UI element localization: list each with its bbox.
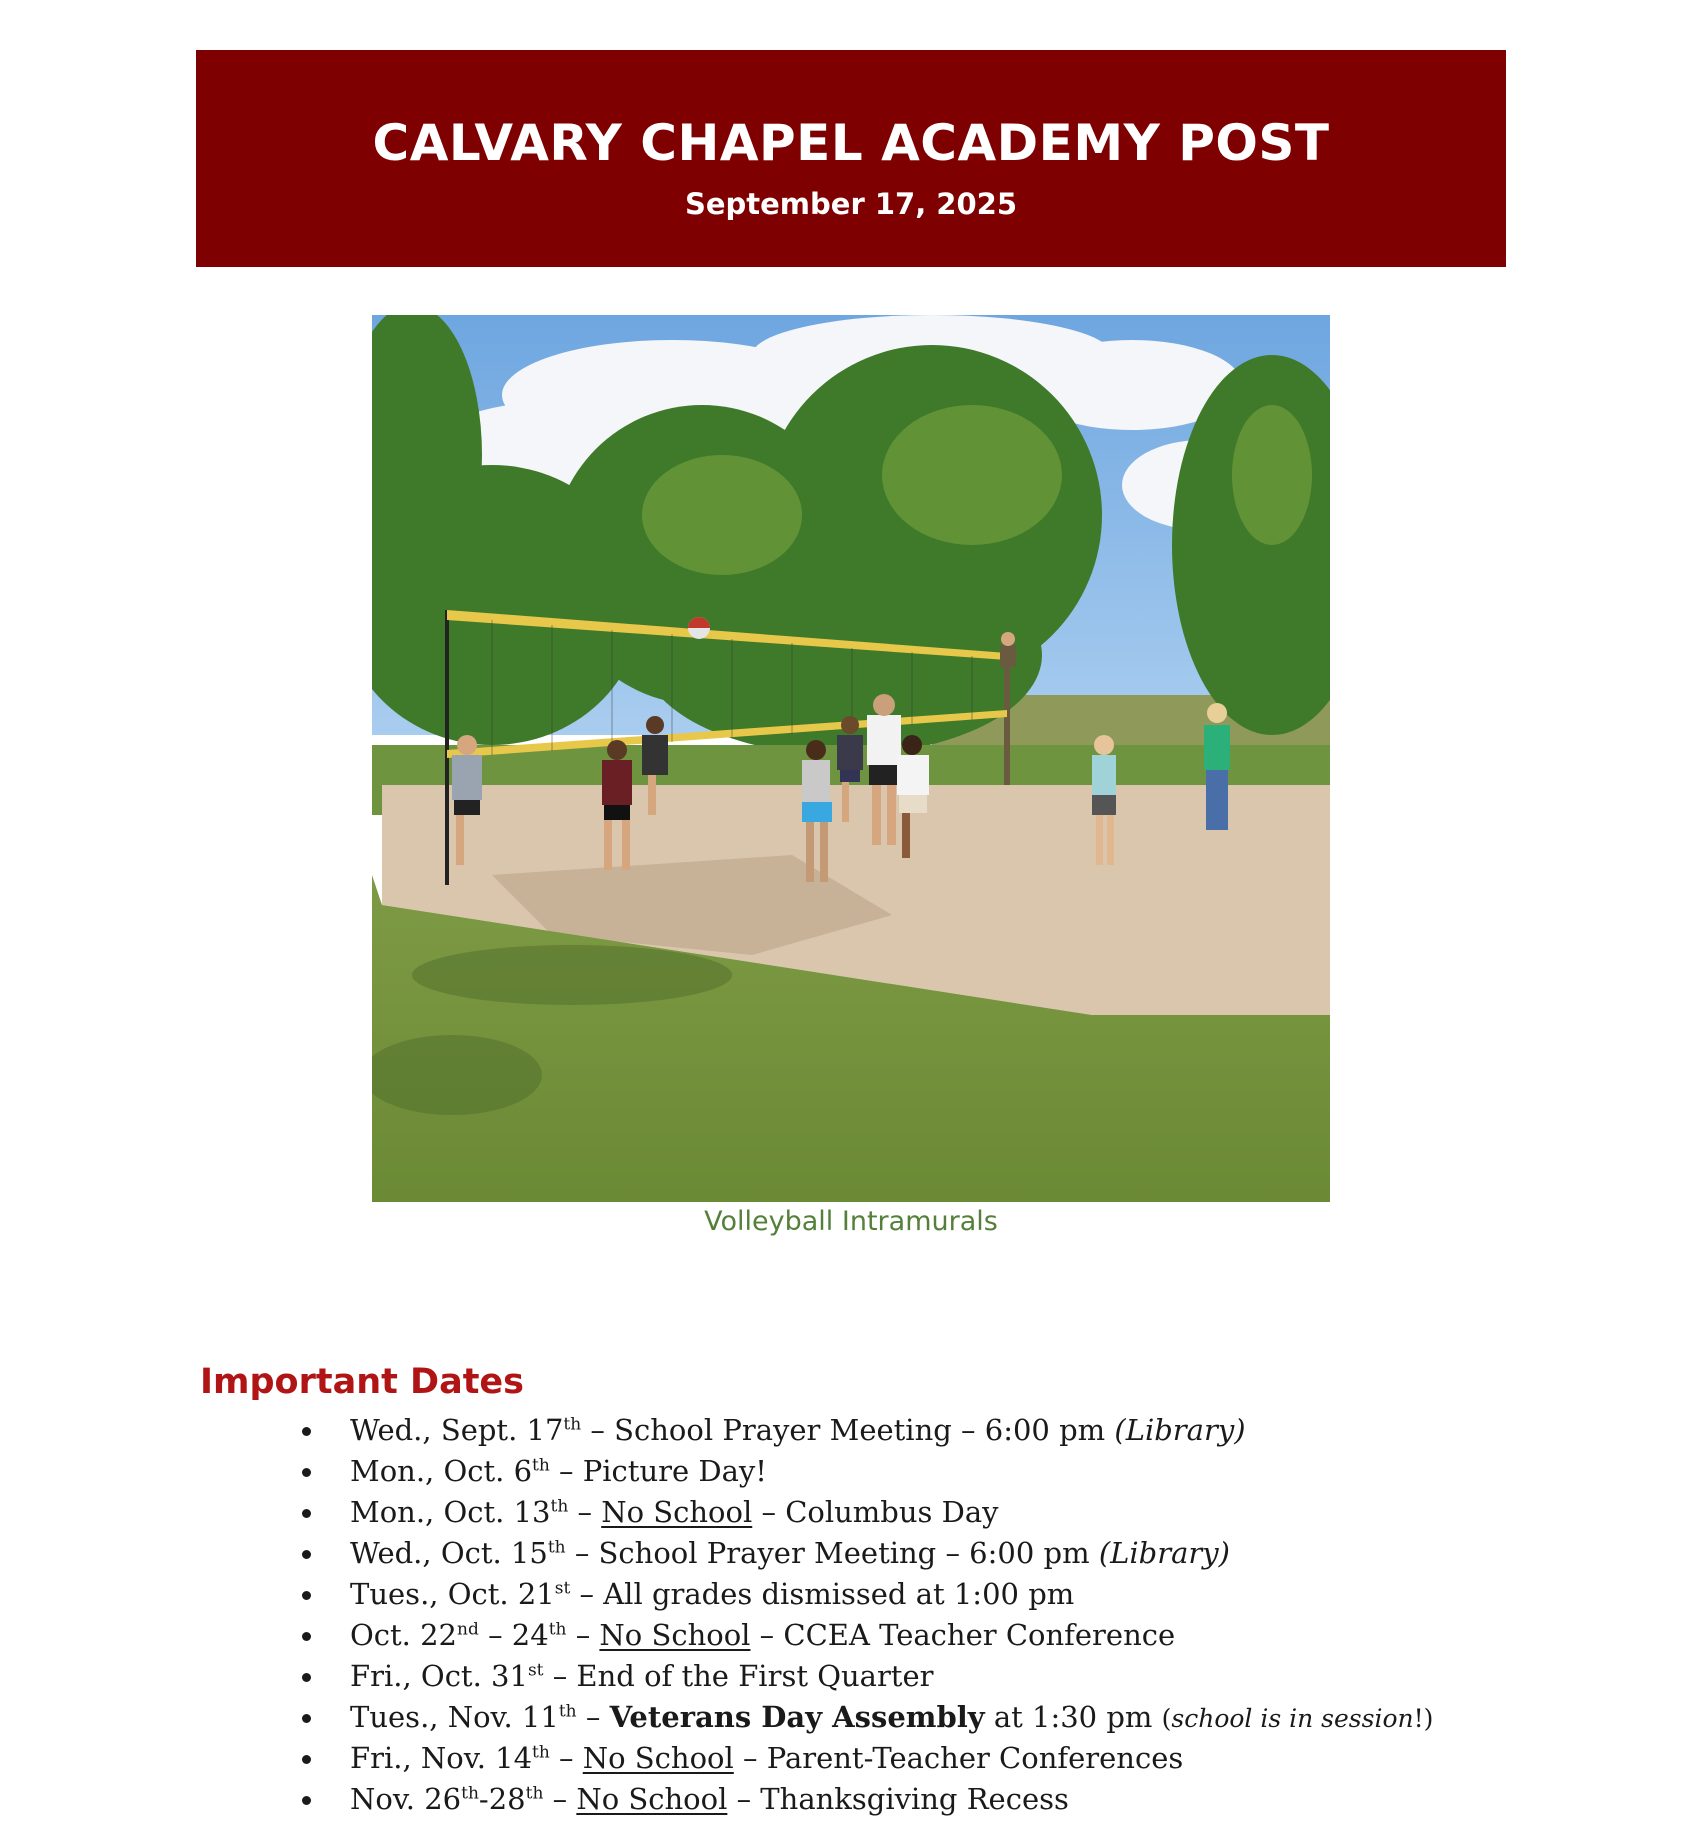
bullet-icon xyxy=(302,1427,311,1436)
important-dates-list xyxy=(290,1410,1550,1820)
list-item: Tues., Nov. 11th – Veterans Day Assembly at 1:30 pm (school is in session!) xyxy=(290,1697,1550,1738)
list-item: Fri., Nov. 14th – No School – Parent-Teacher Conferences xyxy=(290,1738,1550,1779)
photo-caption: Volleyball Intramurals xyxy=(704,1206,998,1237)
newsletter-date: September 17, 2025 xyxy=(684,187,1018,221)
bullet-icon xyxy=(302,1468,311,1477)
list-item: Nov. 26th-28th – No School – Thanksgiving Recess xyxy=(290,1779,1550,1820)
volleyball-photo xyxy=(372,315,1330,1202)
list-item: Mon., Oct. 6th – Picture Day! xyxy=(290,1451,1550,1492)
bullet-icon xyxy=(302,1509,311,1518)
bullet-icon xyxy=(302,1591,311,1600)
list-item: Tues., Oct. 21st – All grades dismissed at 1:00 pm xyxy=(290,1574,1550,1615)
list-item: Mon., Oct. 13th – No School – Columbus Day xyxy=(290,1492,1550,1533)
bullet-icon xyxy=(302,1755,311,1764)
list-item: Oct. 22nd – 24th – No School – CCEA Teacher Conference xyxy=(290,1615,1550,1656)
volleyball xyxy=(688,617,710,639)
newsletter-title: CALVARY CHAPEL ACADEMY POST xyxy=(372,114,1330,172)
important-dates-heading: Important Dates xyxy=(200,1362,525,1402)
list-item: Fri., Oct. 31st – End of the First Quarter xyxy=(290,1656,1550,1697)
bullet-icon xyxy=(302,1632,311,1641)
bullet-icon xyxy=(302,1796,311,1805)
bullet-icon xyxy=(302,1714,311,1723)
bullet-icon xyxy=(302,1550,311,1559)
header-banner xyxy=(196,50,1506,267)
list-item: Wed., Sept. 17th – School Prayer Meeting – 6:00 pm (Library) xyxy=(290,1410,1550,1451)
bullet-icon xyxy=(302,1673,311,1682)
list-item: Wed., Oct. 15th – School Prayer Meeting – 6:00 pm (Library) xyxy=(290,1533,1550,1574)
